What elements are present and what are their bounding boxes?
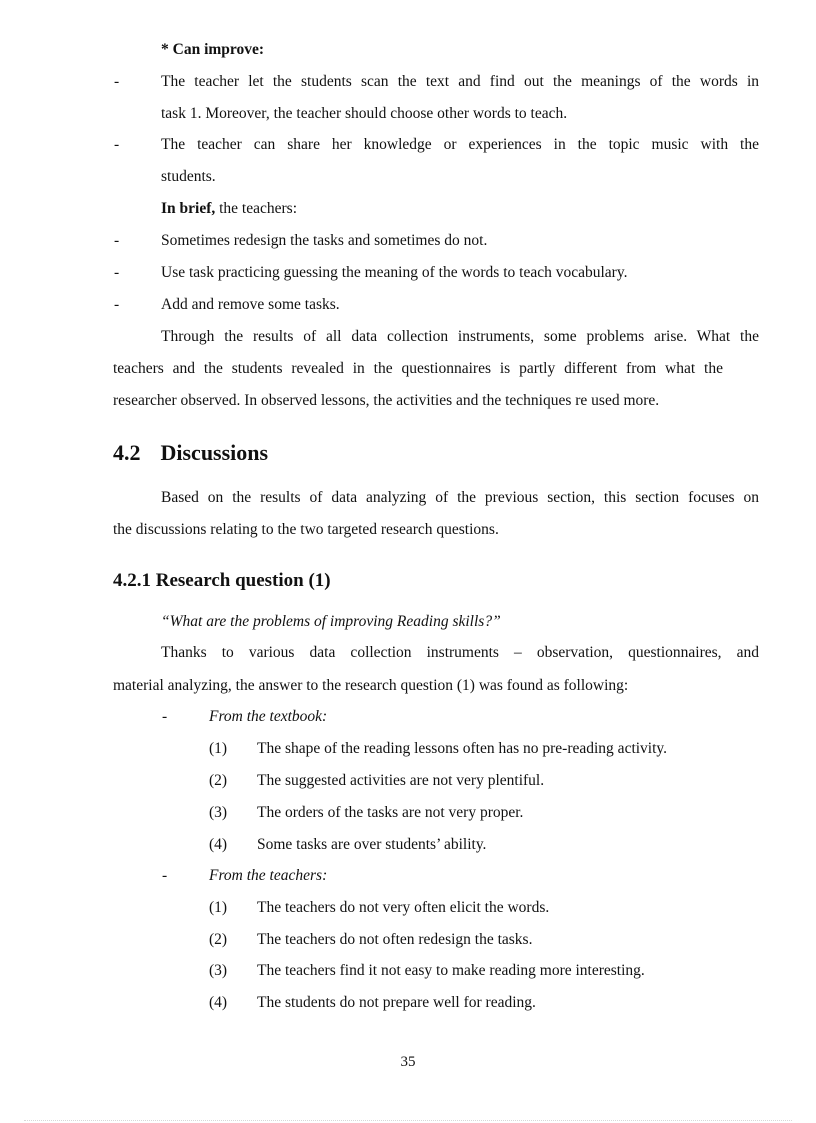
brief-lead-bold: In brief, <box>161 200 216 217</box>
list-number: (3) <box>209 962 228 979</box>
brief-item: Use task practicing guessing the meaning of the words to teach vocabulary. <box>161 264 628 281</box>
textbook-item: The orders of the tasks are not very proper. <box>257 804 524 821</box>
results-paragraph-line-3: researcher observed. In observed lessons, the activities and the techniques re used more. <box>113 392 660 409</box>
list-dash: - <box>114 296 120 313</box>
section-number: 4.2 <box>113 440 141 465</box>
textbook-item: Some tasks are over students’ ability. <box>257 836 487 853</box>
can-improve-heading: * Can improve: <box>161 41 265 58</box>
list-number: (4) <box>209 994 228 1011</box>
rq-paragraph-line-2: material analyzing, the answer to the research question (1) was found as following: <box>113 677 629 694</box>
teachers-label: From the teachers: <box>209 867 328 884</box>
improve-item-1-line-1: The teacher let the students scan the text and find out the meanings of the words in <box>161 73 759 90</box>
list-number: (4) <box>209 836 228 853</box>
improve-item-2-line-1: The teacher can share her knowledge or experiences in the topic music with the <box>161 136 759 153</box>
discussions-paragraph-line-2: the discussions relating to the two targeted research questions. <box>113 521 499 538</box>
list-dash: - <box>162 867 168 884</box>
textbook-item: The shape of the reading lessons often has no pre-reading activity. <box>257 740 668 757</box>
textbook-label: From the textbook: <box>209 708 328 725</box>
teachers-item: The teachers do not very often elicit the words. <box>257 899 550 916</box>
list-dash: - <box>114 264 120 281</box>
list-dash: - <box>114 136 120 153</box>
list-dash: - <box>114 73 120 90</box>
brief-item: Add and remove some tasks. <box>161 296 340 313</box>
list-dash: - <box>114 232 120 249</box>
research-question-text: “What are the problems of improving Reading skills?” <box>161 613 501 630</box>
improve-item-1-line-2: task 1. Moreover, the teacher should choose other words to teach. <box>161 105 568 122</box>
page-number: 35 <box>400 1054 416 1070</box>
page-bottom-rule <box>24 1120 792 1121</box>
results-paragraph-line-1: Through the results of all data collection instruments, some problems arise. What the <box>161 328 759 345</box>
teachers-item: The teachers find it not easy to make reading more interesting. <box>257 962 645 979</box>
list-dash: - <box>162 708 168 725</box>
section-title: Discussions <box>160 440 269 465</box>
list-number: (1) <box>209 740 228 757</box>
brief-item: Sometimes redesign the tasks and sometimes do not. <box>161 232 488 249</box>
teachers-item: The students do not prepare well for reading. <box>257 994 536 1011</box>
list-number: (2) <box>209 931 228 948</box>
textbook-item: The suggested activities are not very plentiful. <box>257 772 545 789</box>
teachers-item: The teachers do not often redesign the tasks. <box>257 931 533 948</box>
improve-item-2-line-2: students. <box>161 168 216 185</box>
list-number: (2) <box>209 772 228 789</box>
brief-lead <box>161 199 297 219</box>
brief-lead-rest: the teachers: <box>215 200 298 217</box>
section-heading-4-2-1: 4.2.1 Research question (1) <box>113 570 331 591</box>
rq-paragraph-line-1: Thanks to various data collection instruments – observation, questionnaires, and <box>161 644 759 661</box>
section-heading-4-2 <box>113 440 268 466</box>
list-number: (3) <box>209 804 228 821</box>
list-number: (1) <box>209 899 228 916</box>
results-paragraph-line-2: teachers and the students revealed in the questionnaires is partly different from what the <box>113 360 723 377</box>
discussions-paragraph-line-1: Based on the results of data analyzing of the previous section, this section focuses on <box>161 489 759 506</box>
